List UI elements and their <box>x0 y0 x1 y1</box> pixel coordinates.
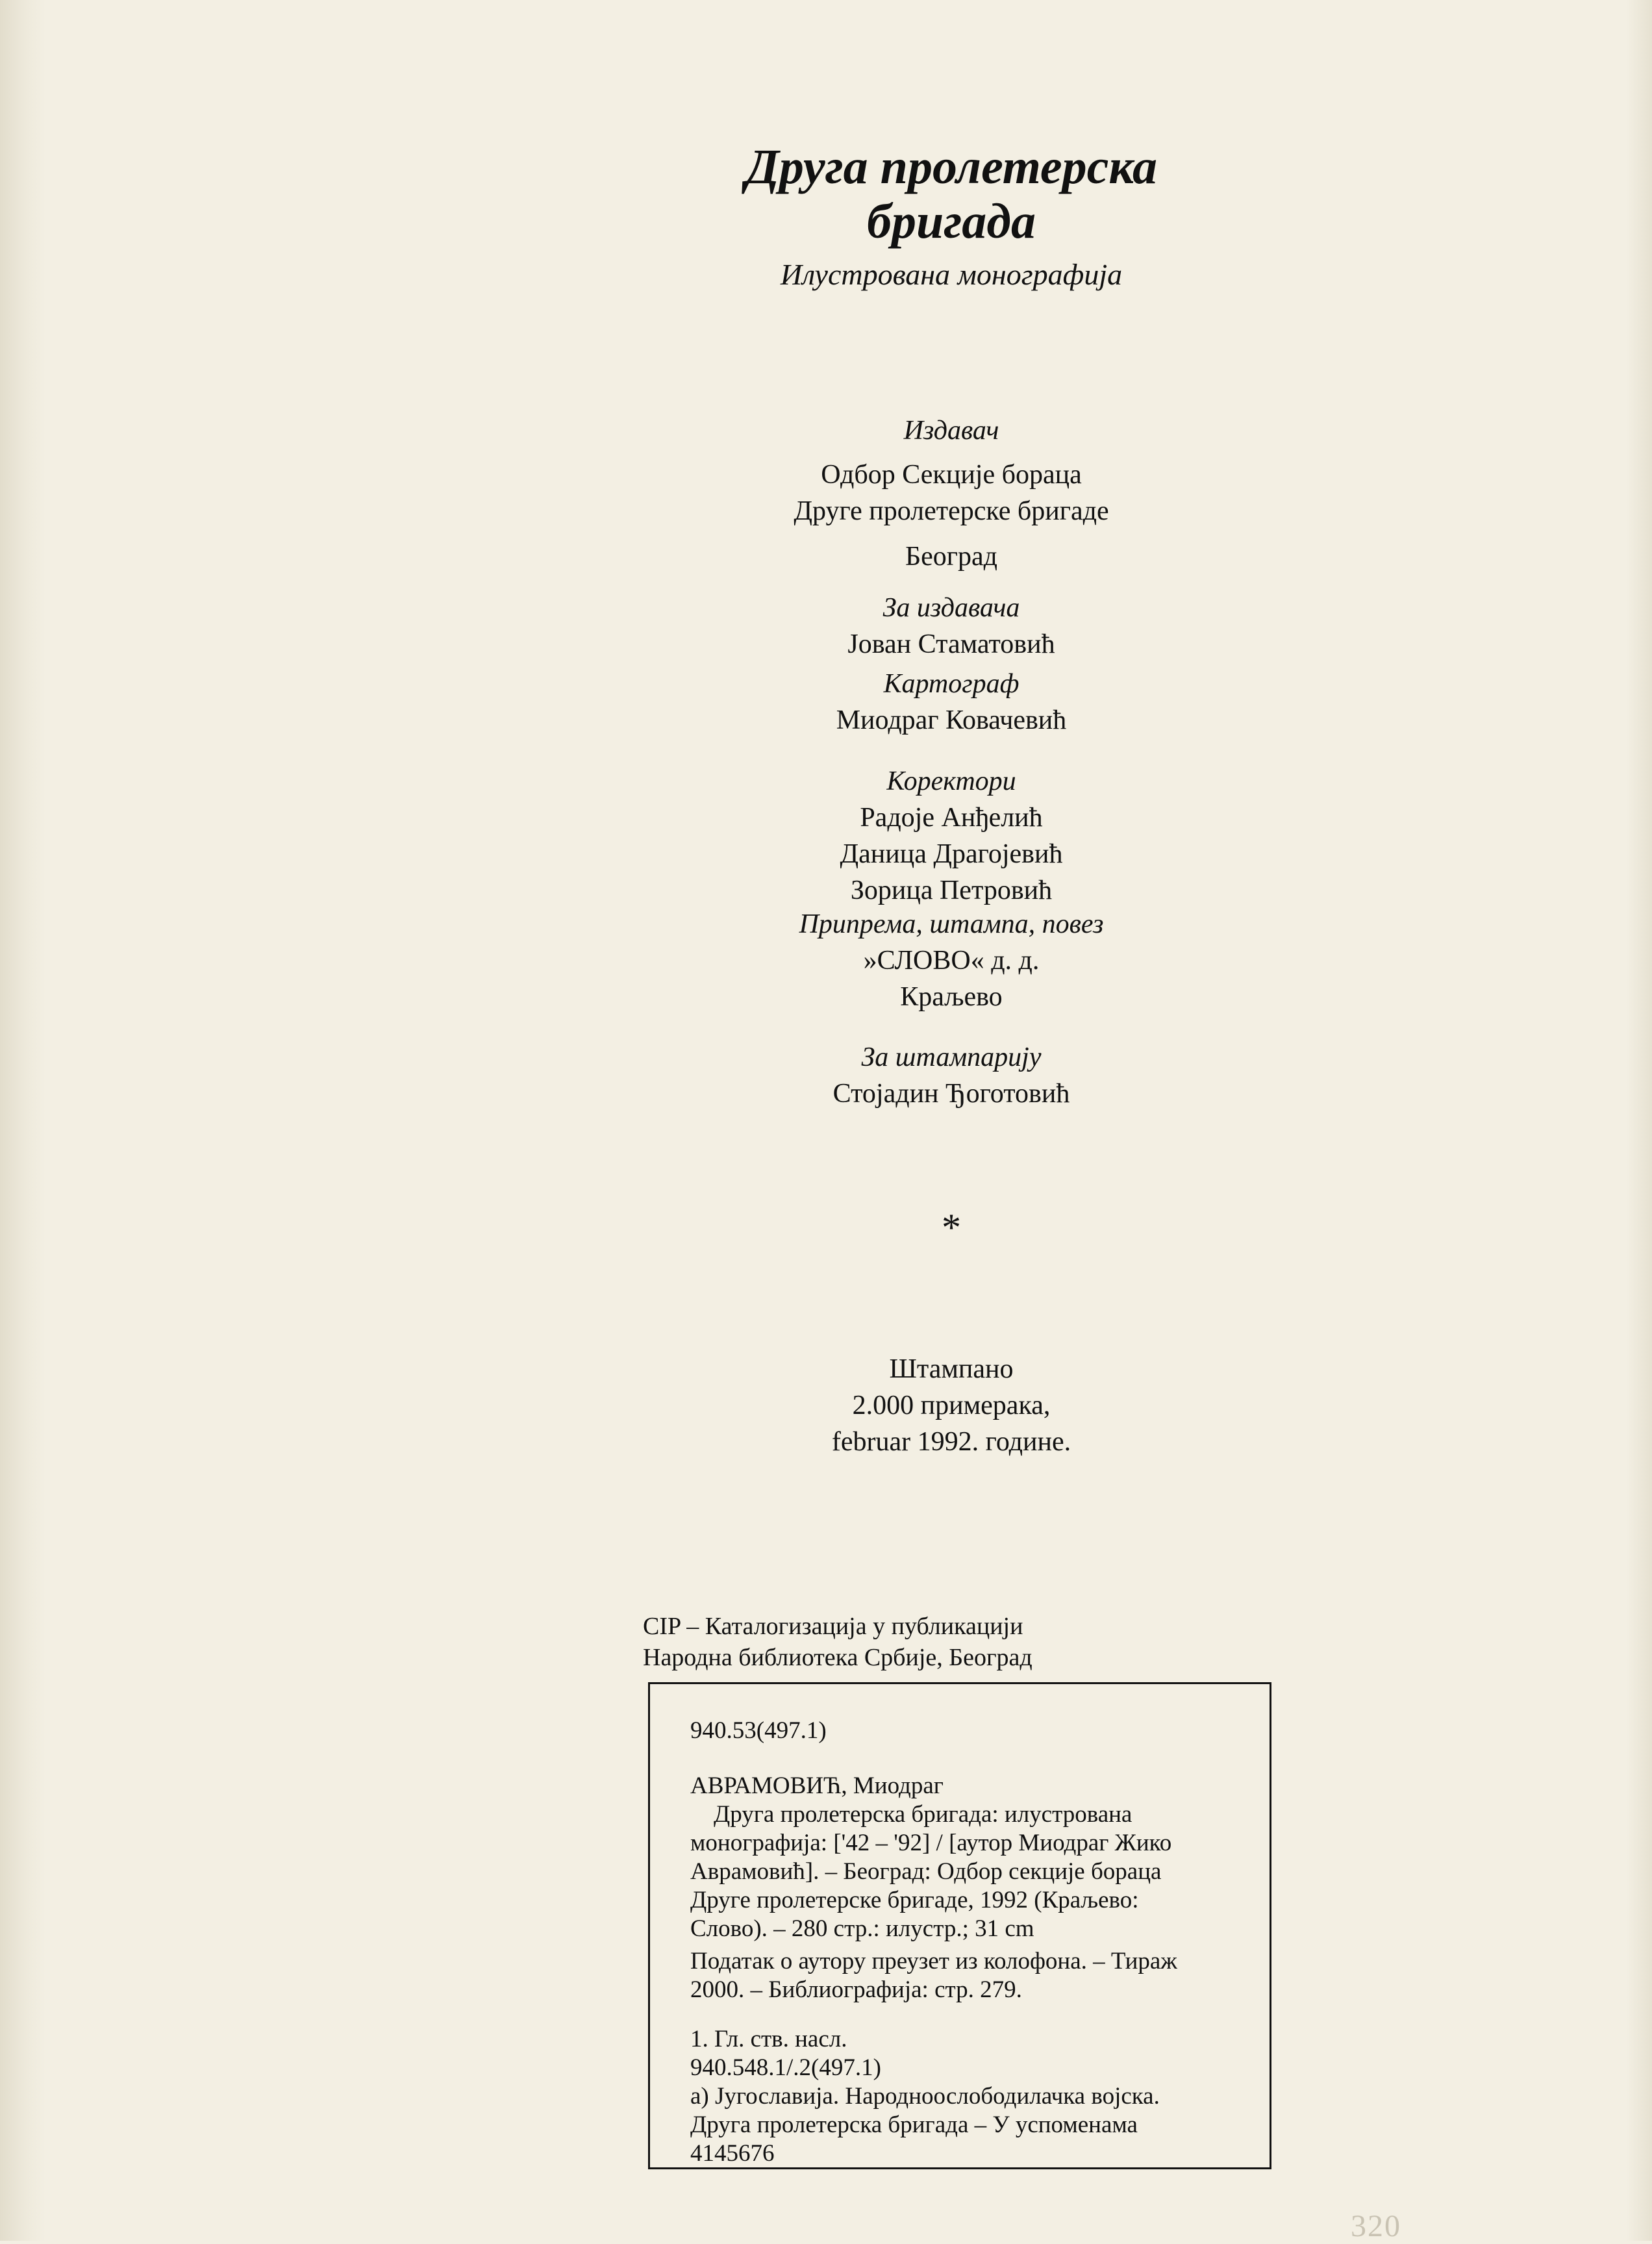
page-right-edge <box>1626 0 1652 2241</box>
cartographer-name: Миодраг Ковачевић <box>836 705 1067 735</box>
print-info-line: Штампано <box>889 1354 1014 1384</box>
cip-subject-line: 940.548.1/.2(497.1) <box>690 2054 881 2081</box>
publisher-line: Одбор Секције бораца <box>821 460 1082 490</box>
cip-heading-line: Народна библиотека Србије, Београд <box>643 1644 1032 1671</box>
for-printer-section <box>584 1039 1318 1112</box>
cip-heading <box>643 1611 1032 1673</box>
for-printer-role: За штампарију <box>861 1042 1042 1072</box>
cartographer-role: Картограф <box>883 669 1020 699</box>
book-title-line-2: бригада <box>867 194 1036 249</box>
cip-author: АВРАМОВИЋ, Миодраг <box>690 1772 944 1799</box>
proofreader-name: Даница Драгојевић <box>840 839 1063 869</box>
page-binding-edge <box>0 0 45 2241</box>
cip-note-line: Податак о аутору преузет из колофона. – Тираж <box>690 1948 1177 1974</box>
faded-page-number: 320 <box>1351 2209 1401 2243</box>
for-publisher-name: Јован Стаматовић <box>847 629 1055 659</box>
proofreaders-role: Коректори <box>886 766 1016 796</box>
for-printer-name: Стојадин Ђоготовић <box>832 1079 1070 1109</box>
cip-subject-line: Друга пролетерска бригада – У успоменама <box>690 2112 1138 2138</box>
printing-section <box>584 906 1318 1015</box>
book-subtitle: Илустрована монографија <box>780 258 1123 291</box>
cip-note-line: 2000. – Библиографија: стр. 279. <box>690 1976 1022 2003</box>
publisher-line: Друге пролетерске бригаде <box>794 496 1109 526</box>
print-info-line: 2.000 примерака, <box>852 1391 1051 1420</box>
cip-description-line: Слово). – 280 стр.: илустр.; 31 cm <box>690 1915 1034 1942</box>
proofreader-name: Зорица Петровић <box>850 876 1053 905</box>
book-title-line-1: Друга пролетерска <box>745 140 1157 194</box>
print-info-section <box>584 1351 1318 1460</box>
proofreaders-section <box>584 763 1318 909</box>
publisher-role: Издавач <box>903 416 999 446</box>
separator-asterisk: * <box>942 1206 961 1249</box>
printing-line: Краљево <box>900 982 1003 1012</box>
cip-notes <box>690 1947 1249 2004</box>
cip-udc: 940.53(497.1) <box>690 1717 827 1744</box>
cip-subject-line: 1. Гл. ств. насл. <box>690 2026 847 2052</box>
print-info-line: februar 1992. године. <box>831 1427 1071 1457</box>
cip-heading-line: CIP – Каталогизација у публикацији <box>643 1613 1023 1640</box>
cip-description-line: Друга пролетерска бригада: илустрована <box>714 1801 1133 1828</box>
publisher-section <box>584 412 1318 575</box>
cip-description-line: Друге пролетерске бригаде, 1992 (Краљево: <box>690 1887 1139 1913</box>
publisher-line: Београд <box>905 542 997 572</box>
cip-description-line: монографија: ['42 – '92] / [аутор Миодраг Жико <box>690 1830 1172 1856</box>
cip-record-box <box>648 1682 1271 2169</box>
printing-line: »СЛОВО« д. д. <box>863 946 1040 976</box>
printing-role: Припрема, штампа, повез <box>799 909 1104 939</box>
for-publisher-section <box>584 590 1318 662</box>
cip-subjects <box>690 2025 1249 2168</box>
cip-subject-line: а) Југославија. Народноослободилачка војска. <box>690 2083 1160 2110</box>
cip-description-line: Аврамовић]. – Београд: Одбор секције бораца <box>690 1858 1162 1885</box>
proofreader-name: Радоје Анђелић <box>860 803 1043 833</box>
cip-subject-line: 4145676 <box>690 2140 775 2167</box>
cartographer-section <box>584 666 1318 738</box>
for-publisher-role: За издавача <box>882 593 1020 623</box>
book-title <box>584 140 1318 249</box>
cip-description <box>690 1800 1249 1943</box>
